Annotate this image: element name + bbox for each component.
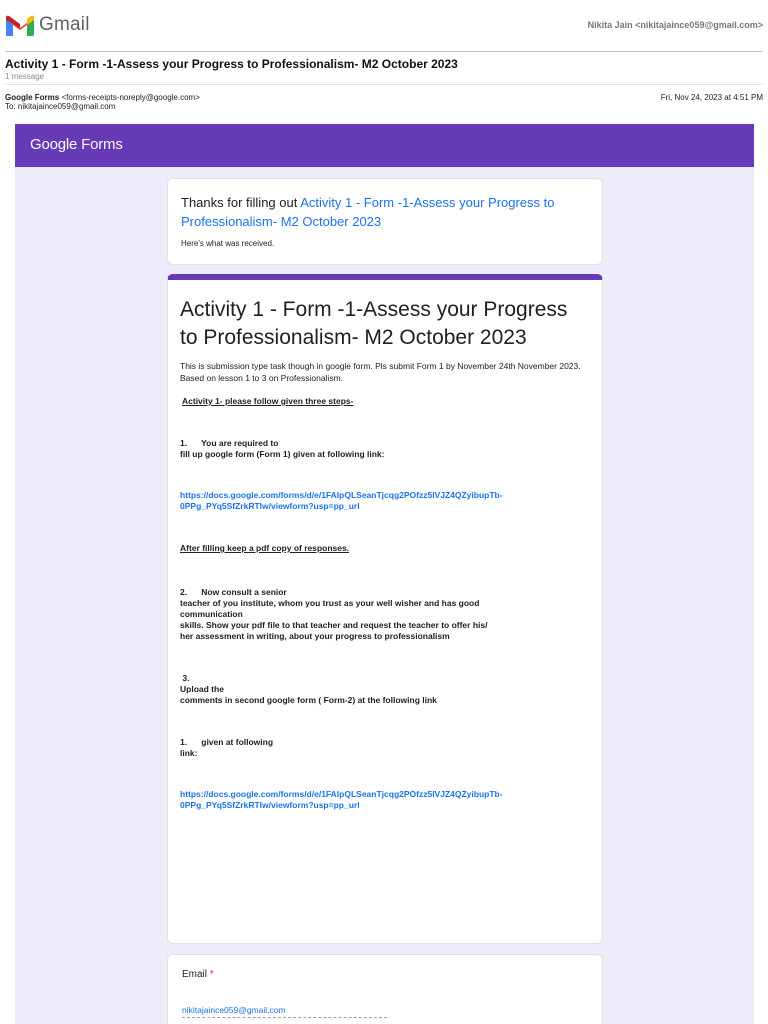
step2-text: her assessment in writing, about your progress to professionalism — [180, 631, 450, 641]
google-forms-header — [15, 124, 754, 167]
received-note: Here's what was received. — [181, 239, 275, 248]
step2-number: 2. Now consult a senior — [180, 587, 287, 597]
gmail-logo[interactable] — [6, 14, 90, 36]
required-asterisk: * — [209, 969, 214, 980]
form2-link[interactable]: https://docs.google.com/forms/d/e/1FAIpQLSeanTjcqg2POfzz5lVJZ4QZyibupTb- — [180, 789, 503, 799]
form1-link[interactable]: https://docs.google.com/forms/d/e/1FAIpQLSeanTjcqg2POfzz5lVJZ4QZyibupTb- — [180, 490, 503, 500]
step1-number: 1. You are required to — [180, 438, 279, 448]
step3-text: comments in second google form ( Form-2) at the following link — [180, 695, 437, 705]
step2-text: teacher of you institute, whom you trust as your well wisher and has good — [180, 598, 480, 608]
email-label-text: Email — [182, 969, 208, 980]
thanks-message — [181, 193, 589, 231]
after-filling-note: After filling keep a pdf copy of responses. — [180, 543, 350, 553]
step1-text: fill up google form (Form 1) given at following link: — [180, 449, 385, 459]
message-date: Fri, Nov 24, 2023 at 4:51 PM — [660, 93, 763, 102]
email-question-label — [182, 969, 588, 980]
step2-text: communication — [180, 609, 243, 619]
gmail-m-icon — [6, 15, 34, 36]
recipient-line: To: nikitajaince059@gmail.com — [5, 102, 116, 111]
form2-link-cont[interactable]: 0PPg_PYq5SfZrkRTlw/viewform?usp=pp_url — [180, 800, 360, 810]
form-description: This is submission type task though in google form. Pls submit Form 1 by November 24th November 2023. Based on lesson 1 to 3 on Professionalism. — [180, 361, 581, 383]
form-card — [167, 274, 603, 944]
step3-number: 3. — [180, 673, 190, 683]
form1-link-cont[interactable]: 0PPg_PYq5SfZrkRTlw/viewform?usp=pp_url — [180, 501, 360, 511]
thanks-prefix: Thanks for filling out — [181, 195, 301, 210]
step4-number: 1. given at following — [180, 737, 274, 747]
step2-text: skills. Show your pdf file to that teacher and request the teacher to offer his/ — [180, 620, 488, 630]
sender-name: Google Forms — [5, 93, 60, 102]
logo-forms-text: Forms — [77, 136, 123, 153]
email-response-card — [167, 954, 603, 1024]
form-title: Activity 1 - Form -1-Assess your Progress to Professionalism- M2 October 2023 — [180, 298, 568, 349]
logo-google-text: Google — [30, 136, 78, 153]
email-subject: Activity 1 - Form -1-Assess your Progress to Professionalism- M2 October 2023 — [5, 57, 458, 71]
steps-heading: Activity 1- please follow given three steps- — [182, 396, 354, 406]
divider — [5, 84, 763, 85]
sender-line — [5, 93, 200, 102]
step4-text: link: — [180, 748, 198, 758]
message-count: 1 message — [5, 72, 45, 81]
account-label: Nikita Jain <nikitajaince059@gmail.com> — [587, 20, 763, 30]
google-forms-logo[interactable] — [30, 136, 123, 153]
email-answer[interactable]: nikitajaince059@gmail.com — [182, 1005, 387, 1018]
thanks-card — [167, 178, 603, 265]
sender-email: <forms-receipts-noreply@google.com> — [61, 93, 200, 102]
form-link[interactable]: Activity 1 - Form -1-Assess your Progress to Professionalism- M2 October 2023 — [181, 195, 555, 229]
gmail-topbar — [0, 0, 768, 52]
gmail-wordmark: Gmail — [39, 14, 90, 35]
step3-text: Upload the — [180, 684, 224, 694]
divider — [5, 51, 763, 52]
